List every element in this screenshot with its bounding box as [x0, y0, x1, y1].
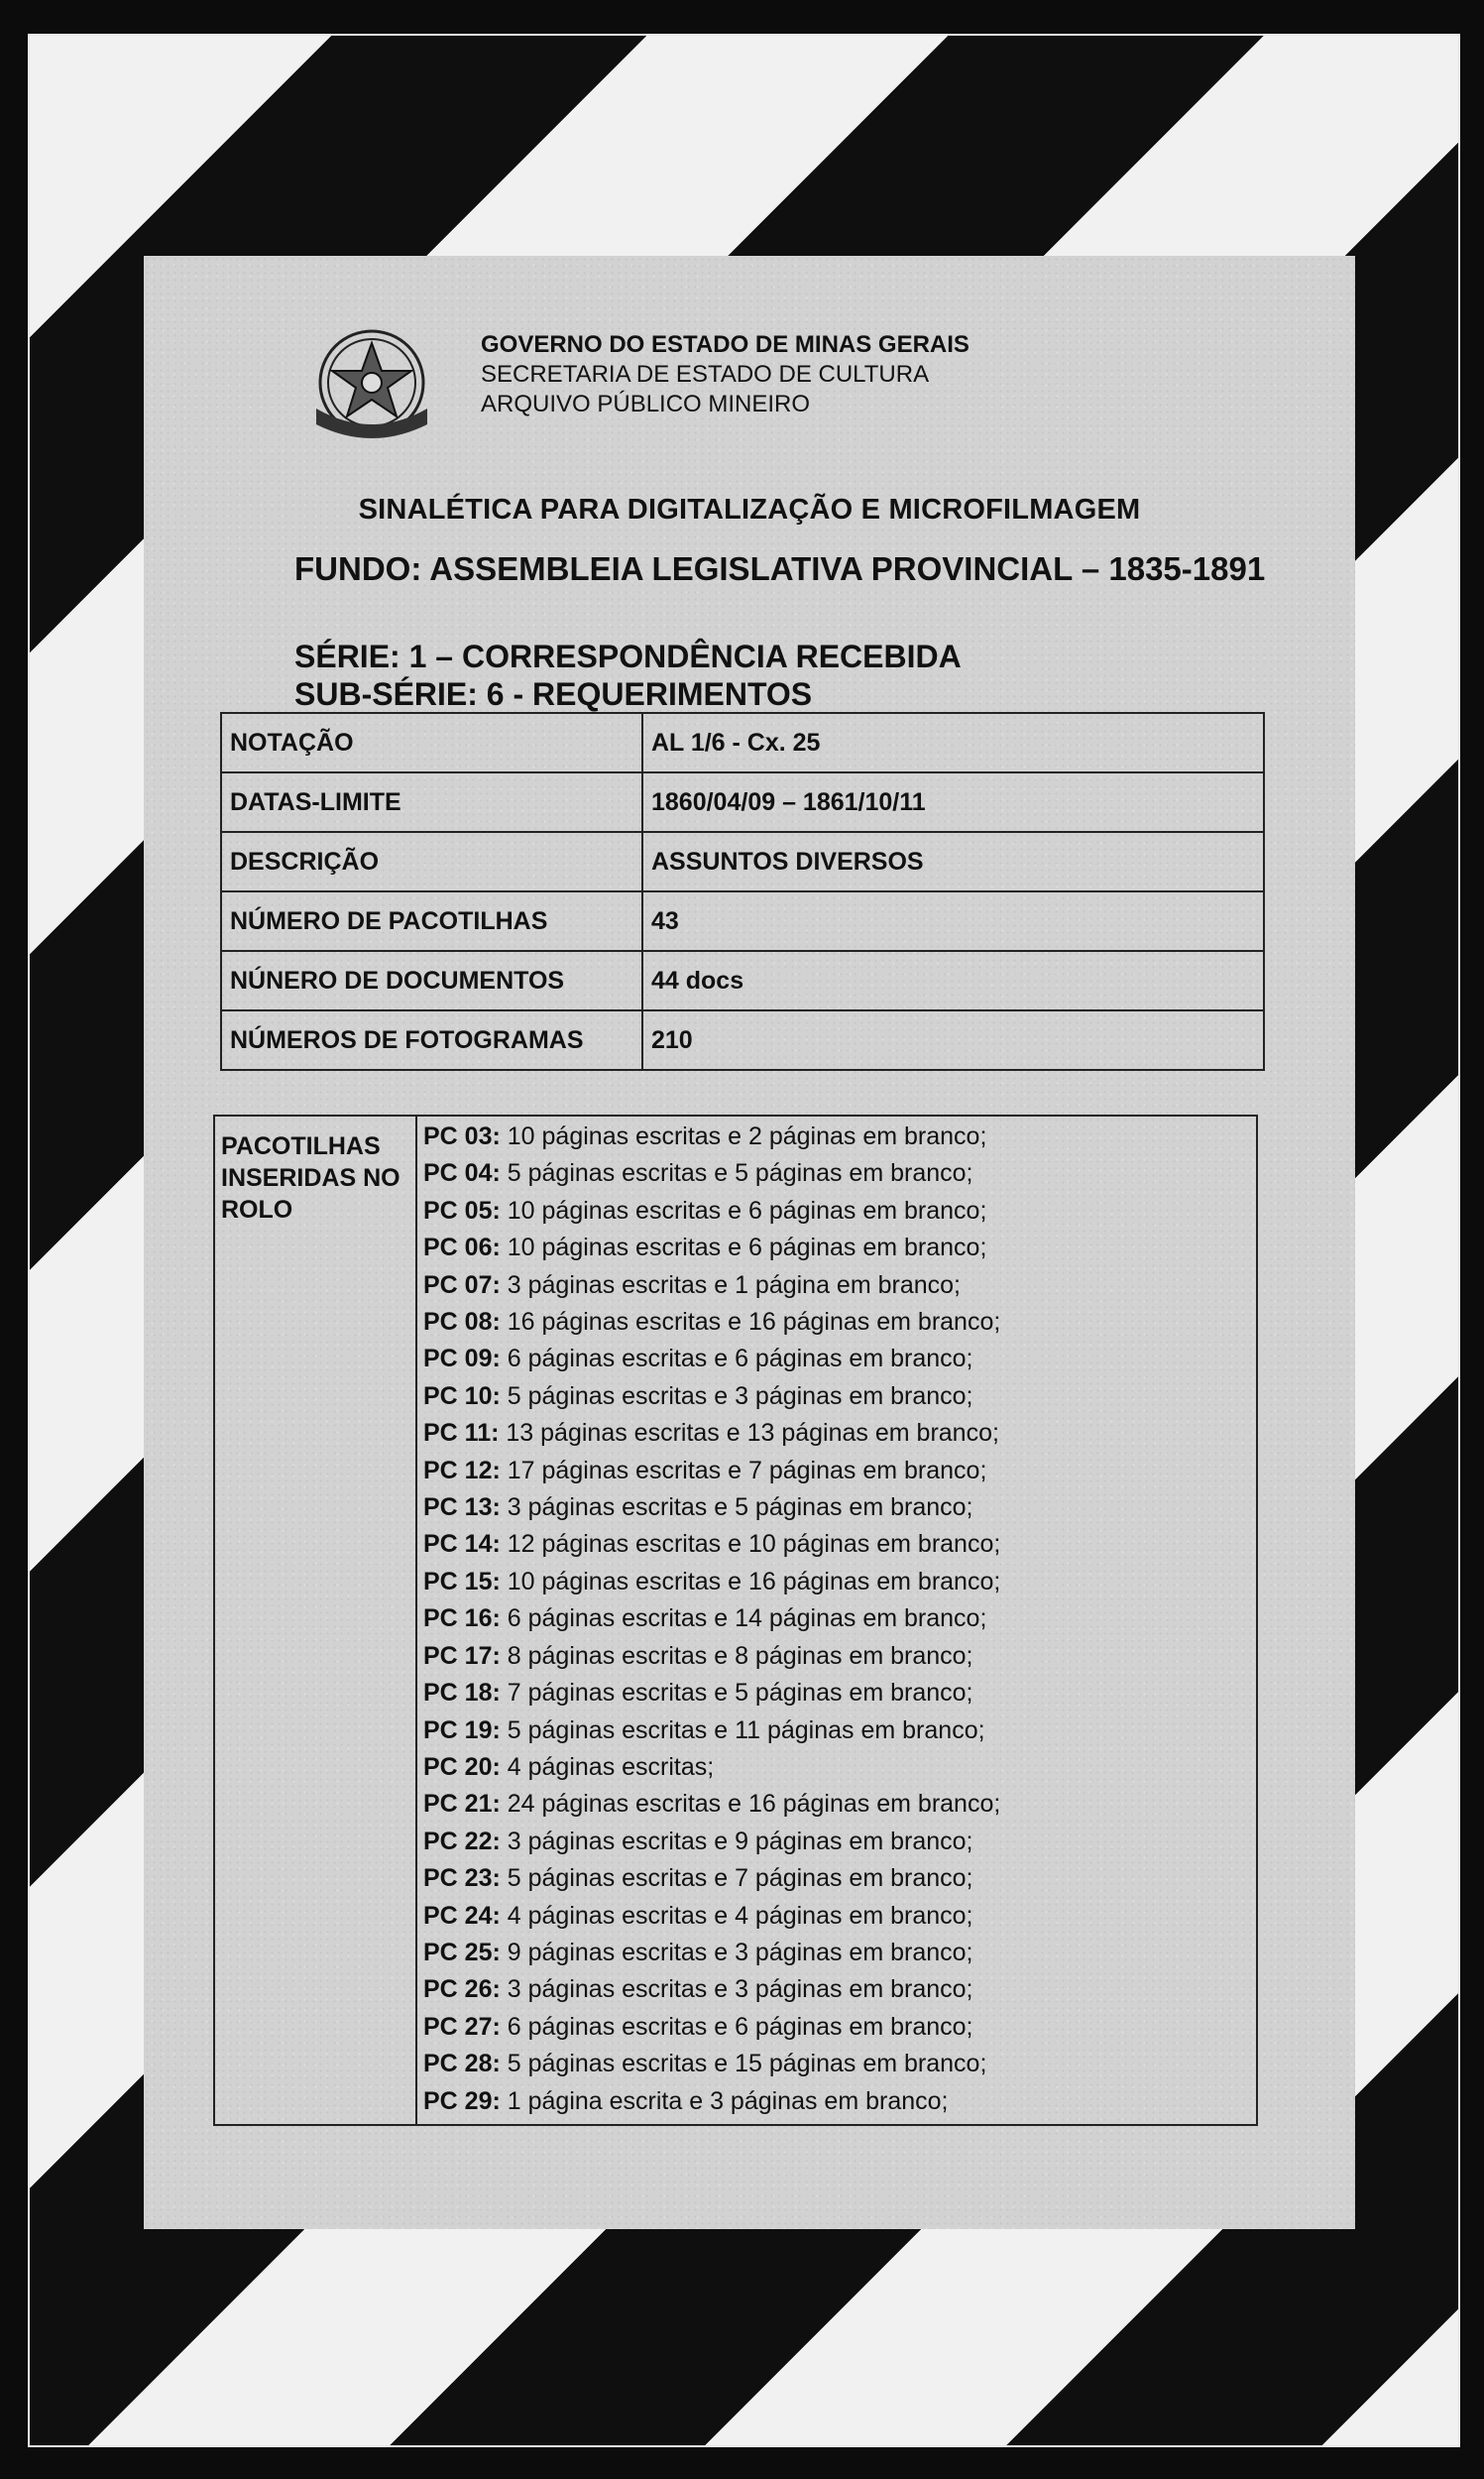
pc-code: PC 12:	[423, 1456, 501, 1484]
target-sheet	[144, 256, 1355, 2229]
pc-text: 3 páginas escritas e 9 páginas em branco;	[507, 1827, 973, 1855]
pc-text: 3 páginas escritas e 1 página em branco;	[507, 1270, 961, 1299]
list-item	[423, 1786, 1250, 1823]
list-item	[423, 1453, 1250, 1489]
pc-text: 12 páginas escritas e 10 páginas em branco;	[507, 1530, 1001, 1559]
header-archive: ARQUIVO PÚBLICO MINEIRO	[481, 391, 811, 417]
pc-code: PC 09:	[423, 1345, 501, 1373]
info-label-notacao: NOTAÇÃO	[221, 713, 642, 772]
pc-text: 4 páginas escritas;	[507, 1752, 715, 1781]
list-item	[423, 1489, 1250, 1526]
list-item	[423, 1638, 1250, 1675]
info-value-pacotilhas: 43	[642, 891, 1264, 951]
info-label-pacotilhas: NÚMERO DE PACOTILHAS	[221, 891, 642, 951]
info-label-documentos: NÚNERO DE DOCUMENTOS	[221, 951, 642, 1010]
pc-text: 13 páginas escritas e 13 páginas em branco;	[506, 1419, 999, 1448]
pc-text: 9 páginas escritas e 3 páginas em branco;	[507, 1938, 973, 1966]
institution-header	[481, 330, 970, 419]
pc-code: PC 28:	[423, 2050, 501, 2078]
list-item	[423, 2009, 1250, 2046]
info-value-notacao: AL 1/6 - Cx. 25	[642, 713, 1264, 772]
list-item	[423, 1267, 1250, 1304]
info-label-fotogramas: NÚMEROS DE FOTOGRAMAS	[221, 1010, 642, 1070]
list-item	[423, 1304, 1250, 1341]
pacotilhas-list	[416, 1116, 1257, 2125]
pc-code: PC 05:	[423, 1196, 501, 1225]
pc-code: PC 06:	[423, 1234, 501, 1262]
pc-code: PC 08:	[423, 1308, 501, 1337]
list-item	[423, 2046, 1250, 2082]
pc-text: 10 páginas escritas e 6 páginas em branco;	[507, 1234, 987, 1262]
pc-text: 6 páginas escritas e 14 páginas em branco;	[507, 1604, 987, 1633]
fundo-heading: FUNDO: ASSEMBLEIA LEGISLATIVA PROVINCIAL – 1835-1891	[294, 550, 1266, 587]
pc-code: PC 25:	[423, 1938, 501, 1966]
list-item	[423, 1675, 1250, 1712]
info-label-descricao: DESCRIÇÃO	[221, 832, 642, 891]
list-item	[423, 1898, 1250, 1935]
pc-text: 5 páginas escritas e 7 páginas em branco;	[507, 1864, 973, 1893]
list-item	[423, 1600, 1250, 1637]
pc-code: PC 17:	[423, 1641, 501, 1670]
pc-code: PC 29:	[423, 2086, 501, 2115]
pc-text: 8 páginas escritas e 8 páginas em branco;	[507, 1641, 973, 1670]
table-row	[221, 772, 1264, 832]
pc-code: PC 24:	[423, 1901, 501, 1930]
pc-text: 7 páginas escritas e 5 páginas em branco;	[507, 1679, 973, 1708]
list-item	[423, 1155, 1250, 1192]
list-item	[423, 1564, 1250, 1600]
minas-gerais-seal-icon	[302, 325, 441, 448]
pc-code: PC 13:	[423, 1493, 501, 1522]
list-item	[423, 1749, 1250, 1786]
table-row	[221, 951, 1264, 1010]
list-item	[423, 1378, 1250, 1415]
pc-code: PC 03:	[423, 1122, 501, 1150]
pc-code: PC 22:	[423, 1827, 501, 1855]
info-label-datas: DATAS-LIMITE	[221, 772, 642, 832]
list-item	[423, 2083, 1250, 2120]
pc-text: 1 página escrita e 3 páginas em branco;	[507, 2086, 949, 2115]
serie-heading	[294, 638, 962, 713]
list-item	[423, 1119, 1250, 1155]
info-value-datas: 1860/04/09 – 1861/10/11	[642, 772, 1264, 832]
list-item	[423, 1935, 1250, 1971]
pc-text: 16 páginas escritas e 16 páginas em branco;	[507, 1308, 1001, 1337]
list-item	[423, 1526, 1250, 1563]
serie-line: SÉRIE: 1 – CORRESPONDÊNCIA RECEBIDA	[294, 639, 962, 674]
table-row	[221, 713, 1264, 772]
info-table	[220, 712, 1265, 1071]
pc-text: 5 páginas escritas e 11 páginas em branco;	[507, 1715, 985, 1744]
table-row	[221, 1010, 1264, 1070]
pc-code: PC 27:	[423, 2012, 501, 2041]
pc-text: 3 páginas escritas e 3 páginas em branco;	[507, 1975, 973, 2004]
pacotilhas-table	[213, 1115, 1258, 2126]
info-value-documentos: 44 docs	[642, 951, 1264, 1010]
pc-code: PC 21:	[423, 1790, 501, 1819]
list-item	[423, 1341, 1250, 1377]
subserie-line: SUB-SÉRIE: 6 - REQUERIMENTOS	[294, 676, 813, 712]
pc-text: 5 páginas escritas e 15 páginas em branco;	[507, 2050, 987, 2078]
list-item	[423, 1712, 1250, 1749]
pc-code: PC 26:	[423, 1975, 501, 2004]
list-item	[423, 1860, 1250, 1897]
list-item	[423, 1415, 1250, 1452]
list-item	[423, 1193, 1250, 1230]
pc-text: 5 páginas escritas e 5 páginas em branco;	[507, 1159, 973, 1188]
header-secretariat: SECRETARIA DE ESTADO DE CULTURA	[481, 361, 930, 388]
list-item	[423, 1230, 1250, 1266]
pc-code: PC 11:	[423, 1419, 500, 1448]
pc-text: 3 páginas escritas e 5 páginas em branco;	[507, 1493, 973, 1522]
pc-code: PC 10:	[423, 1381, 501, 1410]
table-row	[214, 1116, 1257, 2125]
pc-code: PC 19:	[423, 1715, 501, 1744]
pc-code: PC 15:	[423, 1567, 501, 1595]
pc-code: PC 16:	[423, 1604, 501, 1633]
pc-code: PC 14:	[423, 1530, 501, 1559]
pc-code: PC 04:	[423, 1159, 501, 1188]
pc-text: 4 páginas escritas e 4 páginas em branco;	[507, 1901, 973, 1930]
pacotilhas-label: PACOTILHAS INSERIDAS NO ROLO	[214, 1116, 416, 2125]
list-item	[423, 1971, 1250, 2008]
info-value-fotogramas: 210	[642, 1010, 1264, 1070]
table-row	[221, 891, 1264, 951]
pc-text: 6 páginas escritas e 6 páginas em branco;	[507, 2012, 973, 2041]
info-value-descricao: ASSUNTOS DIVERSOS	[642, 832, 1264, 891]
pc-text: 10 páginas escritas e 16 páginas em branco;	[507, 1567, 1001, 1595]
document-title: SINALÉTICA PARA DIGITALIZAÇÃO E MICROFILMAGEM	[358, 494, 1141, 526]
pc-text: 17 páginas escritas e 7 páginas em branco;	[507, 1456, 987, 1484]
table-row	[221, 832, 1264, 891]
header-government: GOVERNO DO ESTADO DE MINAS GERAIS	[481, 331, 970, 358]
pc-code: PC 07:	[423, 1270, 501, 1299]
pc-text: 10 páginas escritas e 6 páginas em branco;	[507, 1196, 987, 1225]
pc-code: PC 18:	[423, 1679, 501, 1708]
pc-text: 5 páginas escritas e 3 páginas em branco;	[507, 1381, 973, 1410]
list-item	[423, 1824, 1250, 1860]
pc-text: 24 páginas escritas e 16 páginas em branco;	[507, 1790, 1001, 1819]
pc-text: 10 páginas escritas e 2 páginas em branco;	[507, 1122, 987, 1150]
pc-code: PC 20:	[423, 1752, 501, 1781]
pc-code: PC 23:	[423, 1864, 501, 1893]
pc-text: 6 páginas escritas e 6 páginas em branco;	[507, 1345, 973, 1373]
